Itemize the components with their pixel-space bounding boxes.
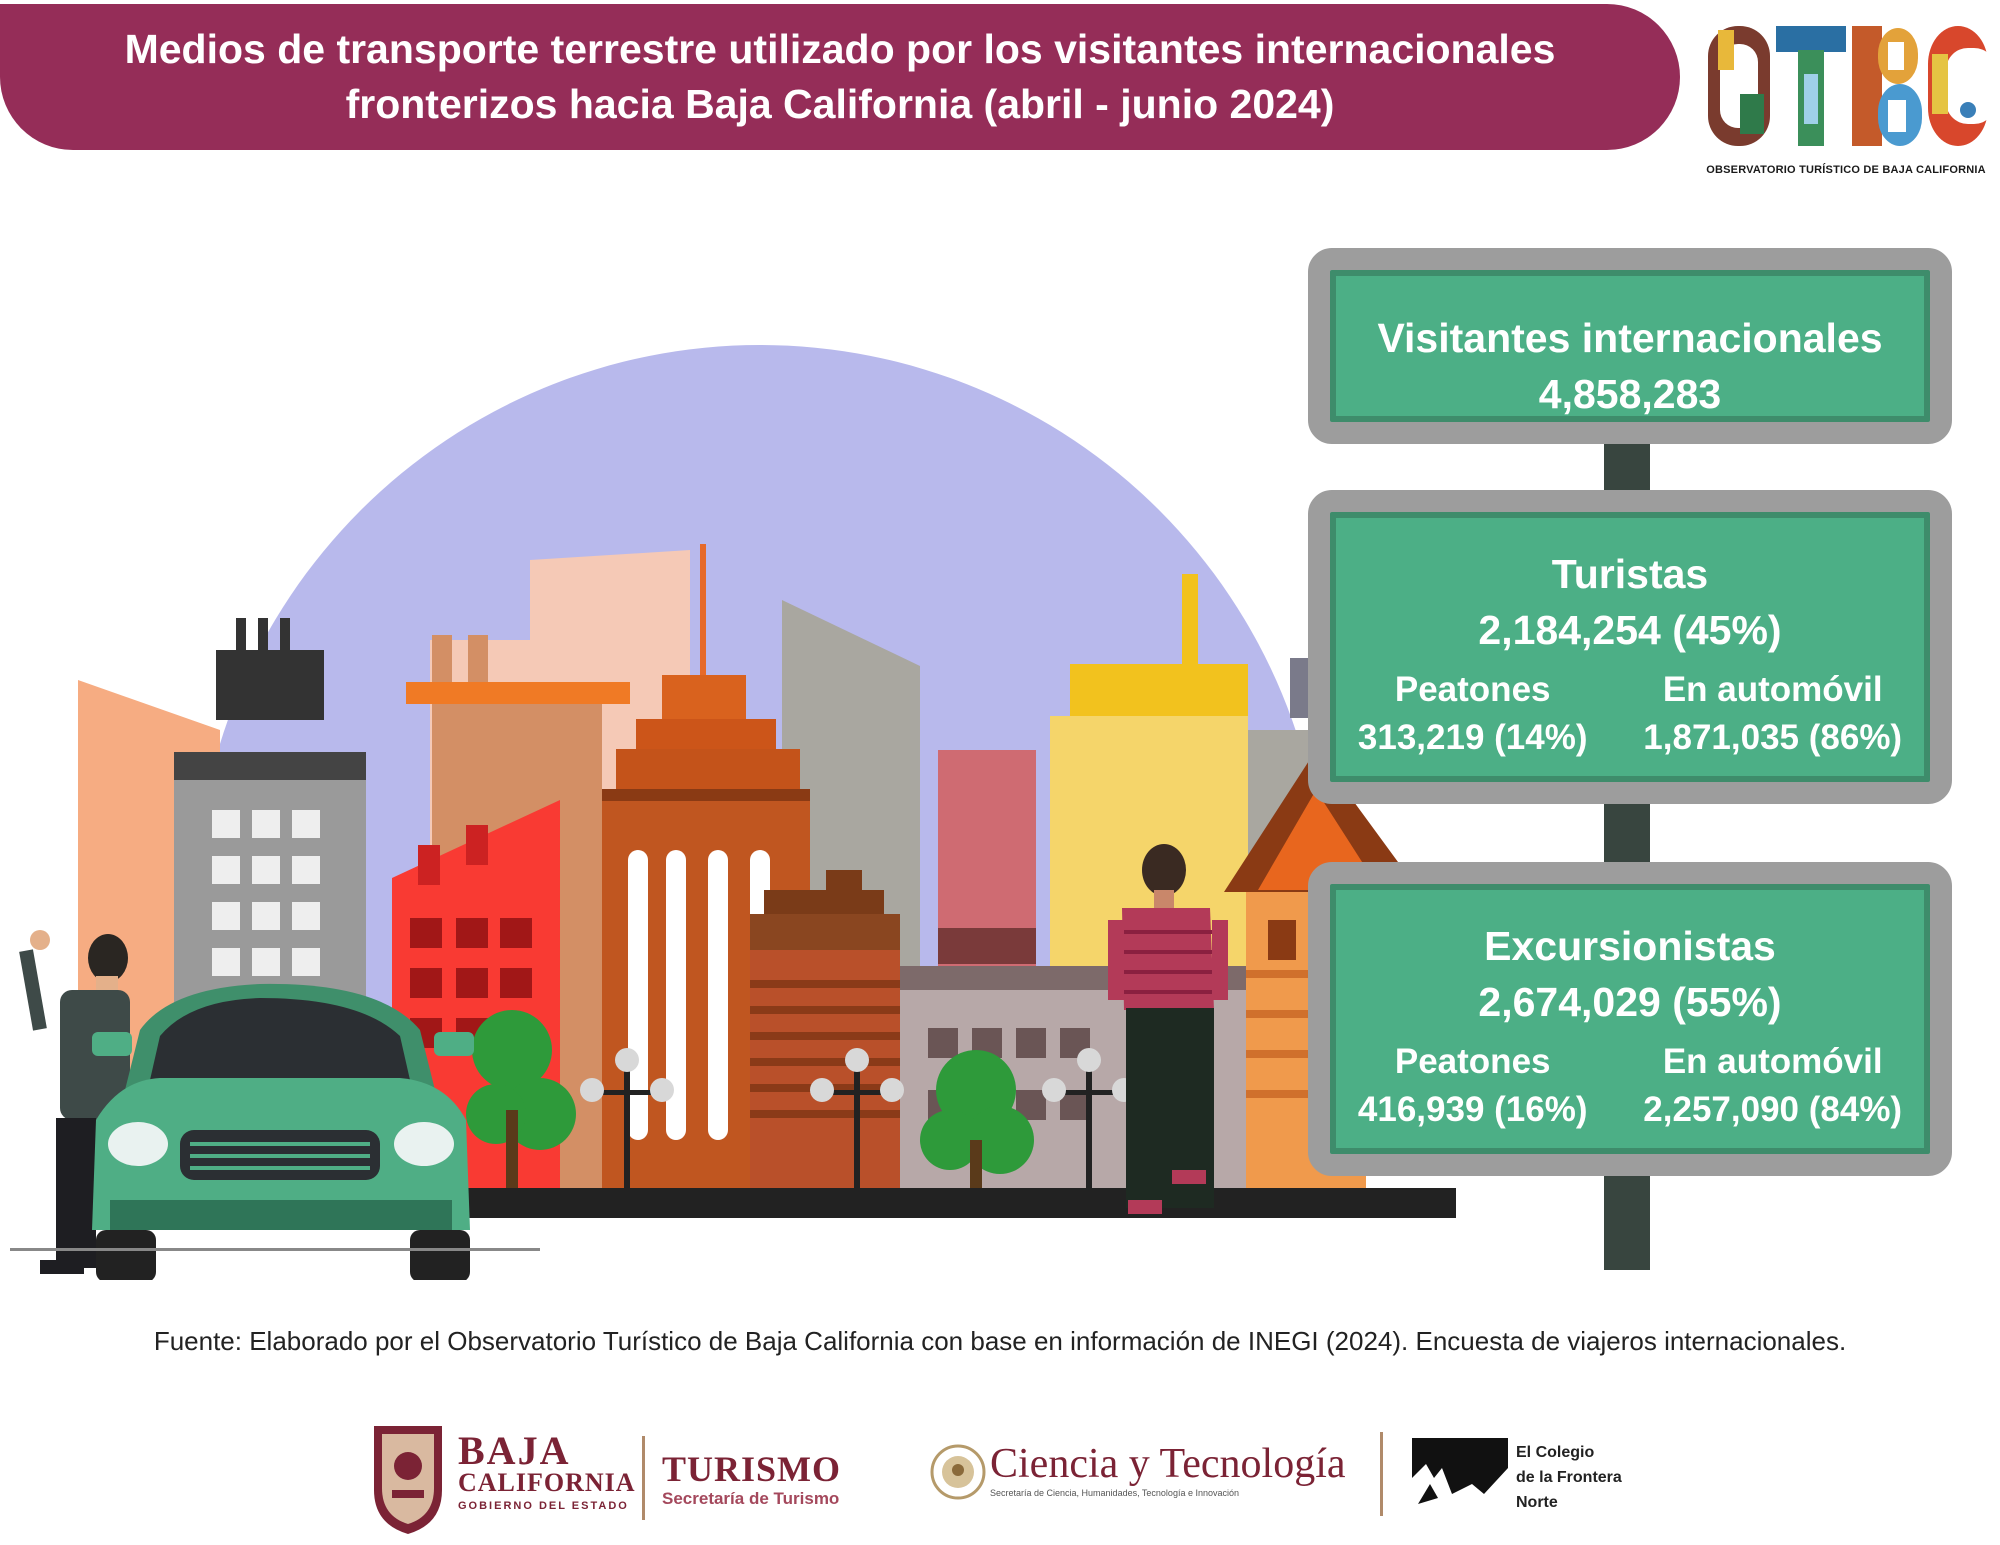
city-skyline-illustration	[0, 170, 1500, 1280]
excursionistas-automovil	[1643, 1038, 1902, 1134]
excursionistas-automovil-value: 2,257,090 (84%)	[1643, 1090, 1903, 1129]
cyt-line-1: Ciencia y Tecnología	[990, 1441, 1346, 1487]
otbc-logo	[1700, 14, 1992, 184]
title-line-2: fronterizos hacia Baja California (abril - junio 2024)	[345, 81, 1335, 127]
excursionistas-peatones	[1358, 1038, 1588, 1134]
bc-line-3: GOBIERNO DEL ESTADO	[458, 1500, 629, 1512]
excursionistas-value: 2,674,029 (55%)	[1478, 979, 1782, 1025]
divider	[642, 1436, 645, 1520]
footer-logos	[0, 1410, 2000, 1540]
sign-excursionistas	[1308, 862, 1952, 1176]
otbc-logo-icon	[1700, 14, 1992, 160]
turistas-automovil-value: 1,871,035 (86%)	[1643, 718, 1903, 757]
excursionistas-automovil-label: En automóvil	[1662, 1042, 1883, 1081]
turismo-line-2: Secretaría de Turismo	[662, 1489, 840, 1508]
title-line-1: Medios de transporte terrestre utilizado por los visitantes internacionales	[124, 26, 1556, 72]
colef-line-1: El Colegio	[1516, 1444, 1595, 1461]
turistas-automovil-label: En automóvil	[1662, 670, 1883, 709]
excursionistas-peatones-value: 416,939 (16%)	[1357, 1090, 1588, 1129]
divider	[1380, 1432, 1383, 1516]
otbc-caption: OBSERVATORIO TURÍSTICO DE BAJA CALIFORNIA	[1706, 164, 1986, 176]
turismo-logo	[662, 1450, 841, 1510]
page-title	[125, 22, 1556, 132]
colef-mountain-icon	[1412, 1438, 1508, 1504]
turistas-peatones	[1358, 666, 1588, 762]
cyt-line-2: Secretaría de Ciencia, Humanidades, Tecnología e Innovación	[990, 1488, 1239, 1498]
title-banner	[0, 4, 1680, 150]
total-visitors-label: Visitantes internacionales	[1377, 315, 1883, 361]
total-visitors-value: 4,858,283	[1538, 371, 1722, 417]
bc-line-1: BAJA	[458, 1428, 571, 1473]
bc-line-2: CALIFORNIA	[458, 1468, 636, 1497]
turistas-label: Turistas	[1551, 551, 1709, 597]
turismo-line-1: TURISMO	[662, 1449, 842, 1489]
excursionistas-label: Excursionistas	[1484, 923, 1776, 969]
source-note: Fuente: Elaborado por el Observatorio Turístico de Baja California con base en información de INEGI (2024). Encuesta de viajeros internacionales.	[153, 1326, 1847, 1356]
colef-logo	[1516, 1440, 1622, 1515]
ciencia-tecnologia-logo	[990, 1442, 1346, 1500]
turistas-breakdown	[1330, 666, 1930, 762]
baja-california-shield-icon	[368, 1420, 448, 1536]
excursionistas-peatones-label: Peatones	[1394, 1042, 1551, 1081]
colef-line-2: de la Frontera	[1516, 1469, 1622, 1486]
baja-california-logo	[458, 1428, 636, 1516]
excursionistas-breakdown	[1330, 1038, 1930, 1134]
turistas-value: 2,184,254 (45%)	[1478, 607, 1782, 653]
sign-turistas	[1308, 490, 1952, 804]
colef-line-3: Norte	[1516, 1494, 1558, 1511]
turistas-automovil	[1643, 666, 1902, 762]
turistas-peatones-label: Peatones	[1394, 670, 1551, 709]
mexico-seal-icon	[930, 1444, 986, 1500]
turistas-peatones-value: 313,219 (14%)	[1357, 718, 1588, 757]
sign-total-visitors	[1308, 248, 1952, 444]
